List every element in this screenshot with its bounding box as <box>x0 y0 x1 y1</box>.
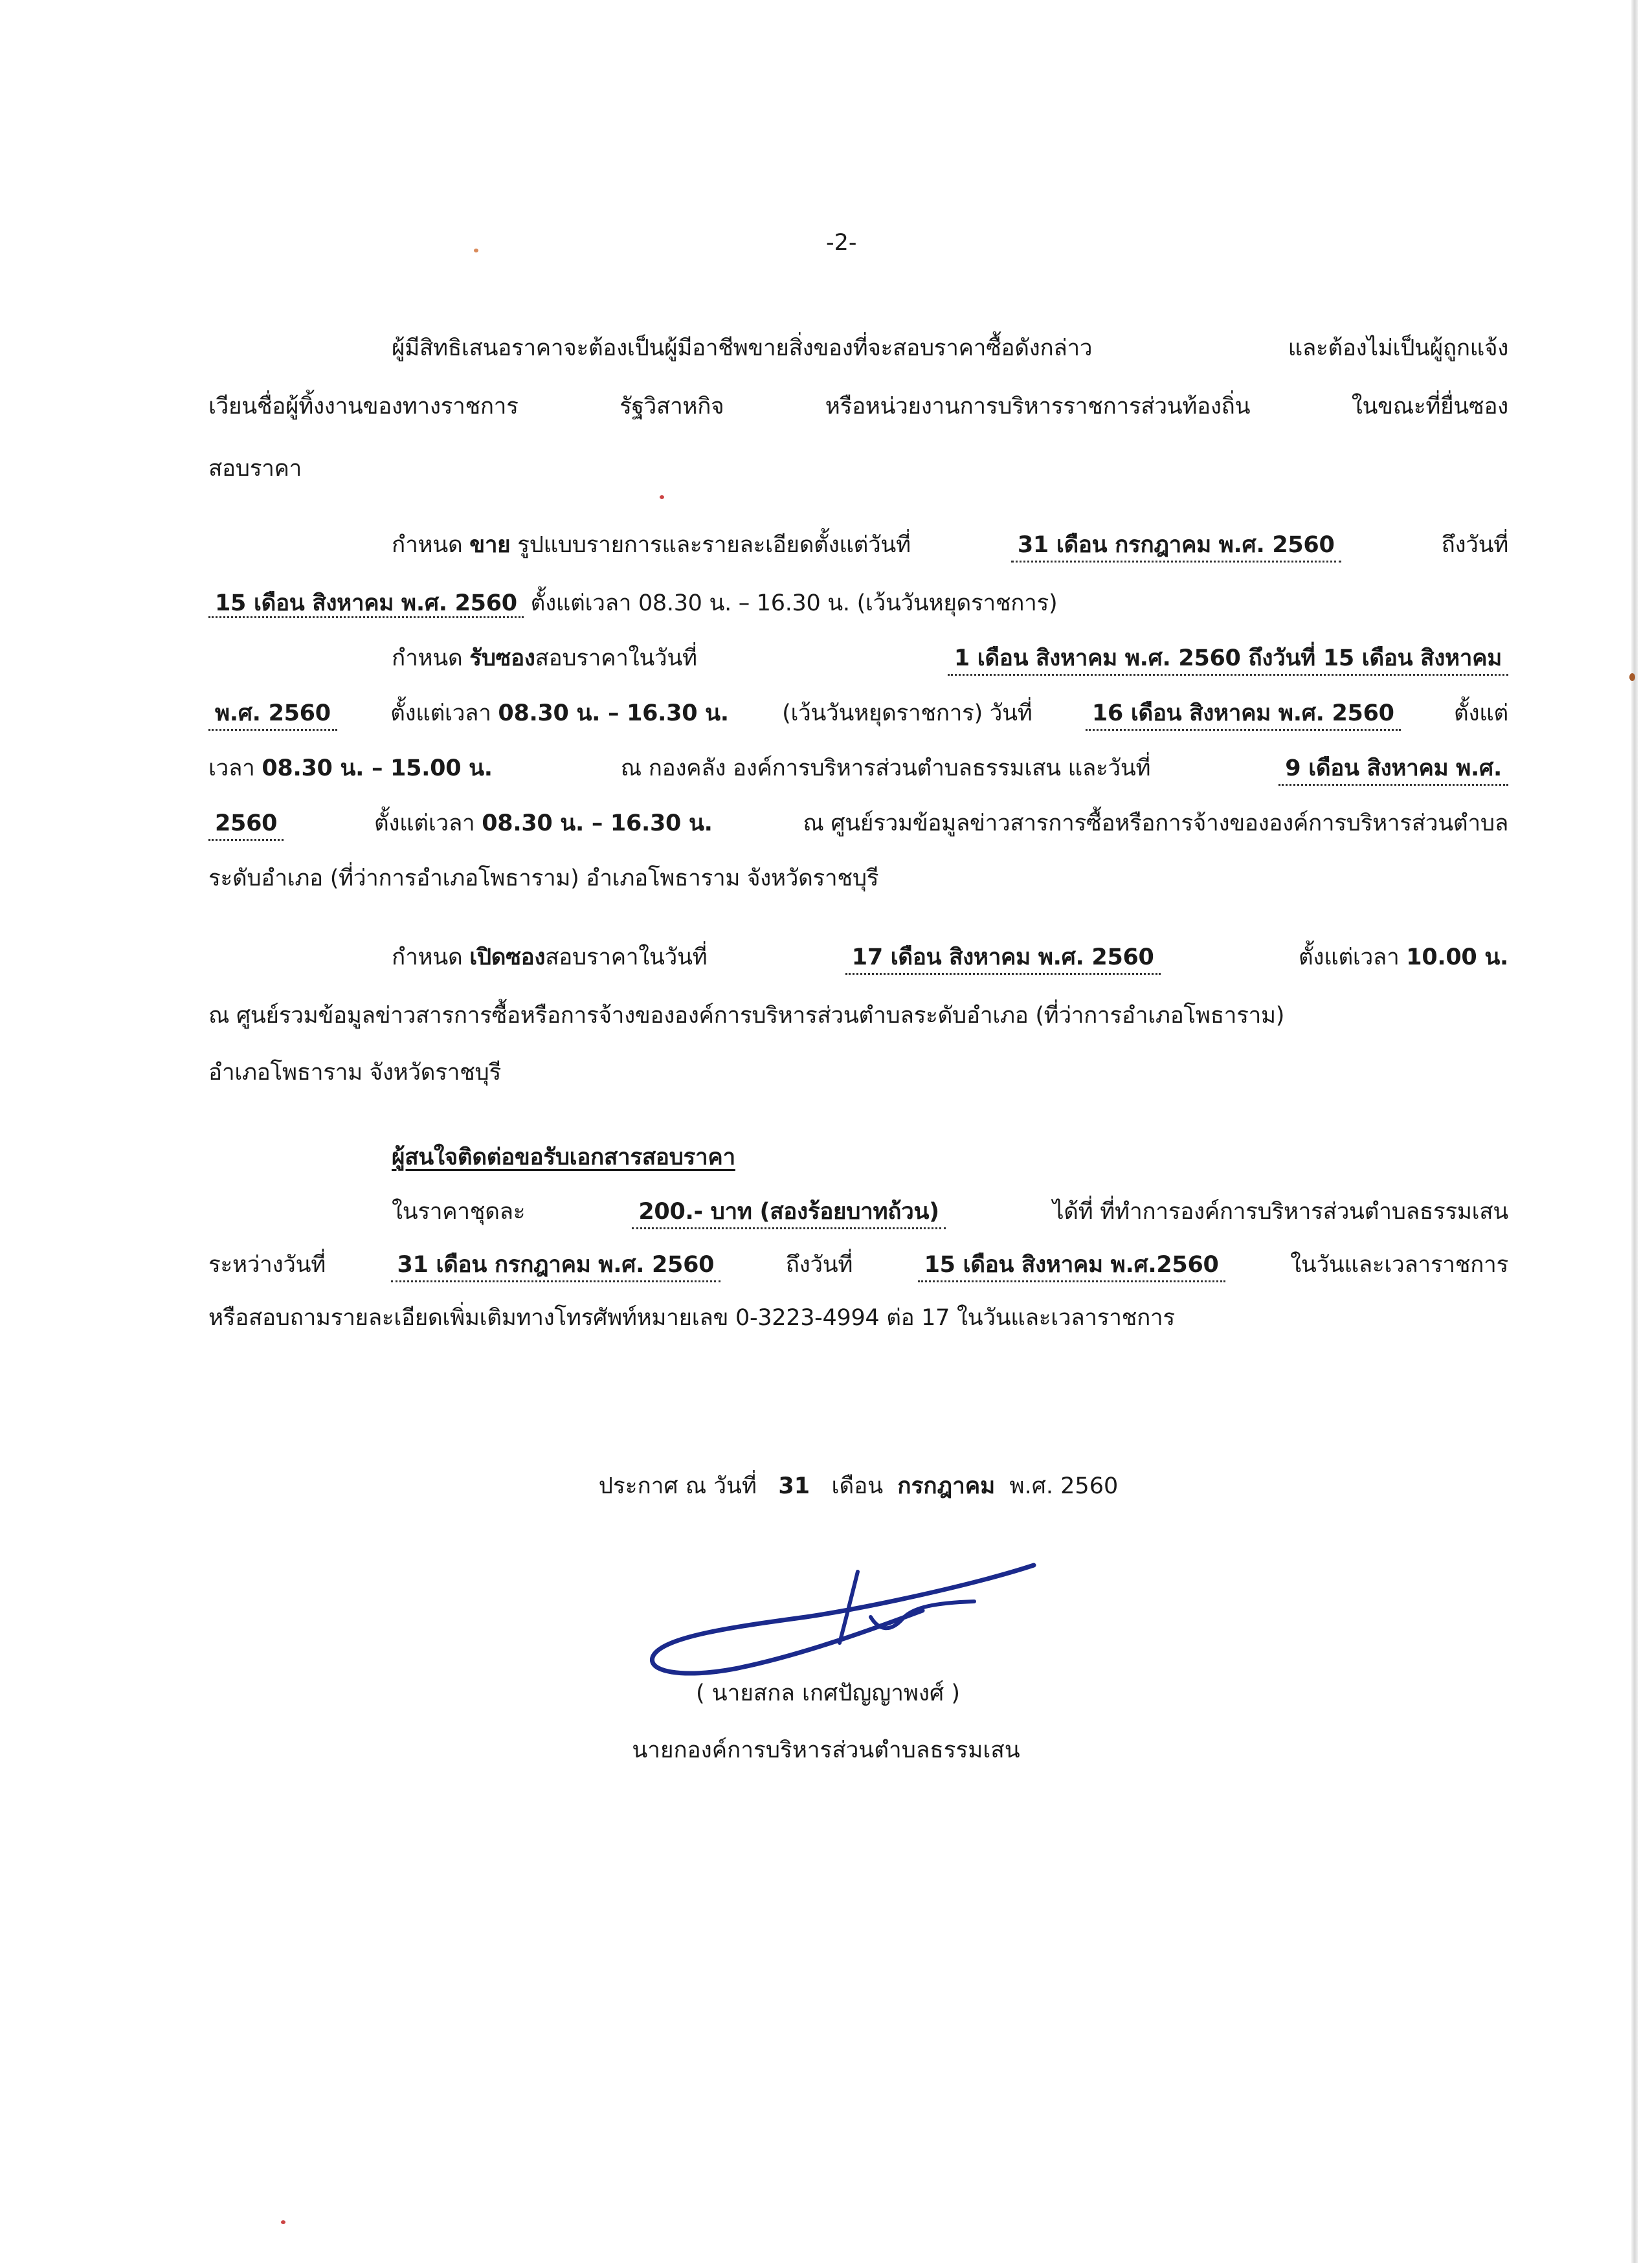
para2-line1: กำหนด ขาย รูปแบบรายการและรายละเอียดตั้งแต่วันที่ 31 เดือน กรกฎาคม พ.ศ. 2560 ถึงวันที่ <box>392 530 1508 563</box>
signer-name: ( นายสกล เกศปัญญาพงศ์ ) <box>695 1680 961 1706</box>
scan-speck <box>474 249 478 252</box>
scan-speck <box>660 495 664 499</box>
para1-line2: เวียนชื่อผู้ทิ้งงานของทางราชการ รัฐวิสาหกิจ หรือหน่วยงานการบริหารราชการส่วนท้องถิ่น ในขณะที่ยื่นซอง <box>208 394 1508 419</box>
page-edge-shadow <box>1631 0 1638 2263</box>
para4-line1: กำหนด เปิดซองสอบราคาในวันที่ 17 เดือน สิงหาคม พ.ศ. 2560 ตั้งแต่เวลา 10.00 น. <box>392 942 1508 975</box>
para3-line1: กำหนด รับซองสอบราคาในวันที่ 1 เดือน สิงหาคม พ.ศ. 2560 ถึงวันที่ 15 เดือน สิงหาคม <box>392 643 1508 676</box>
para1-line1: ผู้มีสิทธิเสนอราคาจะต้องเป็นผู้มีอาชีพขายสิ่งของที่จะสอบราคาซื้อดังกล่าว และต้องไม่เป็นผู้ถูกแจ้ง <box>392 335 1508 361</box>
contact-line1: ในราคาชุดละ 200.- บาท (สองร้อยบาทถ้วน) ได้ที่ ที่ทำการองค์การบริหารส่วนตำบลธรรมเสน <box>392 1196 1508 1229</box>
para4-line2: ณ ศูนย์รวมข้อมูลข่าวสารการซื้อหรือการจ้างขององค์การบริหารส่วนตำบลระดับอำเภอ (ที่ว่าการอำเภอโพธาราม) <box>208 1003 1285 1029</box>
para2-line2: 15 เดือน สิงหาคม พ.ศ. 2560 ตั้งแต่เวลา 08.30 น. – 16.30 น. (เว้นวันหยุดราชการ) <box>208 588 1508 619</box>
para4-line3: อำเภอโพธาราม จังหวัดราชบุรี <box>208 1060 501 1086</box>
para3-line4: 2560 ตั้งแต่เวลา 08.30 น. – 16.30 น. ณ ศูนย์รวมข้อมูลข่าวสารการซื้อหรือการจ้างขององค์การบริหารส่วนตำบล <box>208 808 1508 841</box>
scan-speck <box>281 2220 285 2224</box>
scan-speck <box>1629 673 1635 681</box>
para3-line3: เวลา 08.30 น. – 15.00 น. ณ กองคลัง องค์การบริหารส่วนตำบลธรรมเสน และวันที่ 9 เดือน สิงหาคม พ.ศ. <box>208 753 1508 786</box>
para3-line2: พ.ศ. 2560 ตั้งแต่เวลา 08.30 น. – 16.30 น. (เว้นวันหยุดราชการ) วันที่ 16 เดือน สิงหาคม พ.ศ. 2560 ตั้งแต่ <box>208 698 1508 731</box>
announce-date: ประกาศ ณ วันที่ 31 เดือน กรกฎาคม พ.ศ. 2560 <box>598 1473 1119 1499</box>
signature-image <box>638 1546 1052 1688</box>
contact-line2: ระหว่างวันที่ 31 เดือน กรกฎาคม พ.ศ. 2560 ถึงวันที่ 15 เดือน สิงหาคม พ.ศ.2560 ในวันและเวลาราชการ <box>208 1249 1508 1282</box>
signer-title: นายกองค์การบริหารส่วนตำบลธรรมเสน <box>632 1737 1020 1763</box>
para3-line5: ระดับอำเภอ (ที่ว่าการอำเภอโพธาราม) อำเภอโพธาราม จังหวัดราชบุรี <box>208 865 879 891</box>
para1-line3: สอบราคา <box>208 456 302 482</box>
contact-heading: ผู้สนใจติดต่อขอรับเอกสารสอบราคา <box>392 1144 735 1170</box>
page-number: -2- <box>826 230 857 256</box>
contact-line3: หรือสอบถามรายละเอียดเพิ่มเติมทางโทรศัพท์หมายเลข 0-3223-4994 ต่อ 17 ในวันและเวลาราชการ <box>208 1305 1175 1331</box>
